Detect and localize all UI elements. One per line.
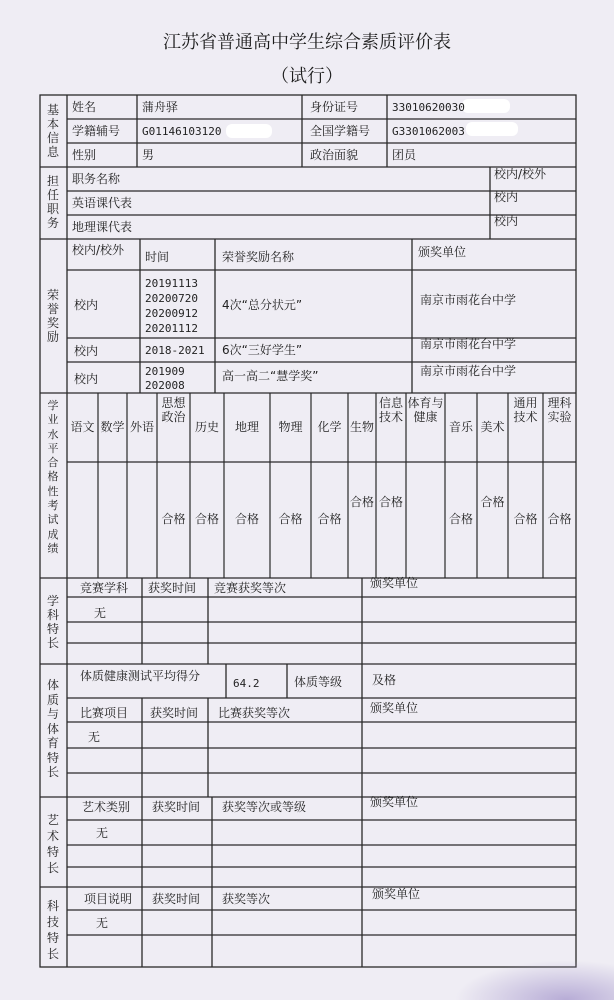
honor-row-time: 20191113 bbox=[145, 277, 198, 290]
section-academic-label: 学科特长 bbox=[46, 594, 59, 650]
tech-header-rank: 获奖等次 bbox=[222, 892, 271, 906]
exam-result-cell: 合格 bbox=[349, 495, 374, 509]
id-value: 33010620030 bbox=[392, 101, 465, 114]
honor-row-name: 6次“三好学生” bbox=[222, 343, 303, 357]
gender-label: 性别 bbox=[72, 148, 97, 162]
section-basic-label: 基本信息 bbox=[46, 103, 59, 159]
academic-header-unit: 颁奖单位 bbox=[370, 576, 419, 590]
redaction-mark bbox=[466, 122, 518, 136]
physical-header-time: 获奖时间 bbox=[150, 706, 199, 720]
honor-row-scope: 校内 bbox=[74, 344, 99, 358]
section-duty-label: 担任职务 bbox=[46, 174, 59, 230]
exam-result-cell: 合格 bbox=[161, 512, 186, 526]
gender-value: 男 bbox=[142, 148, 155, 162]
exam-result-cell: 合格 bbox=[194, 512, 219, 526]
exam-result-cell: 合格 bbox=[547, 512, 572, 526]
physical-header-unit: 颁奖单位 bbox=[370, 701, 419, 715]
exam-result-cell: 合格 bbox=[513, 512, 538, 526]
form-title: 江苏省普通高中学生综合素质评价表 bbox=[163, 32, 451, 53]
exam-subject-header: 外语 bbox=[129, 420, 154, 434]
exam-result-cell: 合格 bbox=[317, 512, 342, 526]
physical-header-item: 比赛项目 bbox=[80, 706, 129, 720]
art-header-unit: 颁奖单位 bbox=[370, 795, 419, 809]
physical-level-label: 体质等级 bbox=[294, 675, 343, 689]
form-subtitle: （试行） bbox=[271, 66, 343, 87]
art-header-category: 艺术类别 bbox=[82, 800, 131, 814]
honor-row-time: 2018-2021 bbox=[145, 344, 205, 357]
honor-row-time: 201909 bbox=[145, 365, 185, 378]
exam-subject-header: 理科实验 bbox=[547, 396, 572, 424]
exam-subject-header: 音乐 bbox=[448, 420, 473, 434]
reg-label: 学籍辅号 bbox=[72, 124, 121, 138]
physical-level-value: 及格 bbox=[372, 673, 397, 687]
tech-header-desc: 项目说明 bbox=[84, 892, 133, 906]
tech-value: 无 bbox=[96, 916, 109, 930]
duty-row-name: 英语课代表 bbox=[72, 196, 133, 210]
honor-header-time: 时间 bbox=[145, 250, 170, 264]
physical-score-value: 64.2 bbox=[233, 677, 260, 690]
honor-row-unit: 南京市雨花台中学 bbox=[420, 337, 517, 351]
honor-row-scope: 校内 bbox=[74, 372, 99, 386]
honor-row-time: 20200912 bbox=[145, 307, 198, 320]
section-art-label: 艺术特长 bbox=[46, 813, 59, 875]
exam-result-cell: 合格 bbox=[480, 495, 505, 509]
art-value: 无 bbox=[96, 826, 109, 840]
honor-row-scope: 校内 bbox=[74, 298, 99, 312]
paper-shadow bbox=[454, 960, 614, 1000]
reg-value: G01146103120 bbox=[142, 125, 222, 138]
exam-result-cell: 合格 bbox=[278, 512, 303, 526]
id-label: 身份证号 bbox=[310, 100, 359, 114]
name-value: 蒲舟驿 bbox=[142, 100, 179, 114]
honor-row-unit: 南京市雨花台中学 bbox=[420, 364, 517, 378]
duty-header-scope: 校内/校外 bbox=[494, 167, 547, 181]
physical-value: 无 bbox=[88, 730, 101, 744]
exam-subject-header: 美术 bbox=[480, 420, 505, 434]
art-header-time: 获奖时间 bbox=[152, 800, 201, 814]
exam-subject-header: 物理 bbox=[278, 420, 303, 434]
duty-row-name: 地理课代表 bbox=[72, 220, 133, 234]
honor-row-time: 202008 bbox=[145, 379, 185, 392]
exam-subject-header: 地理 bbox=[234, 420, 259, 434]
honor-header-unit: 颁奖单位 bbox=[418, 245, 467, 259]
exam-subject-header: 生物 bbox=[349, 420, 374, 434]
tech-header-time: 获奖时间 bbox=[152, 892, 201, 906]
exam-subject-header: 信息技术 bbox=[378, 396, 403, 424]
honor-header-name: 荣誉奖励名称 bbox=[222, 250, 295, 264]
exam-subject-header: 化学 bbox=[317, 420, 342, 434]
exam-subject-header: 历史 bbox=[194, 420, 219, 434]
honor-row-time: 20201112 bbox=[145, 322, 198, 335]
physical-header-rank: 比赛获奖等次 bbox=[218, 706, 291, 720]
name-label: 姓名 bbox=[72, 100, 97, 114]
exam-subject-header: 语文 bbox=[70, 420, 95, 434]
academic-value: 无 bbox=[94, 606, 107, 620]
section-tech-label: 科技特长 bbox=[46, 899, 59, 961]
exam-result-cell: 合格 bbox=[234, 512, 259, 526]
honor-row-time: 20200720 bbox=[145, 292, 198, 305]
academic-header-subject: 竞赛学科 bbox=[80, 581, 129, 595]
honor-row-unit: 南京市雨花台中学 bbox=[420, 293, 517, 307]
national-value: G3301062003 bbox=[392, 125, 465, 138]
academic-header-time: 获奖时间 bbox=[148, 581, 197, 595]
honor-row-name: 高一高二“慧学奖” bbox=[222, 369, 319, 383]
redaction-mark bbox=[226, 124, 272, 138]
exam-subject-header: 数学 bbox=[100, 420, 125, 434]
political-label: 政治面貌 bbox=[310, 148, 359, 162]
physical-score-label: 体质健康测试平均得分 bbox=[80, 669, 201, 683]
art-header-rank: 获奖等次或等级 bbox=[222, 800, 307, 814]
duty-row-scope: 校内 bbox=[494, 190, 519, 204]
section-honor-label: 荣誉奖励 bbox=[46, 288, 59, 344]
honor-row-name: 4次“总分状元” bbox=[222, 298, 303, 312]
exam-subject-header: 思想政治 bbox=[161, 396, 186, 424]
academic-header-rank: 竞赛获奖等次 bbox=[214, 581, 287, 595]
redaction-mark bbox=[462, 99, 510, 113]
duty-header-name: 职务名称 bbox=[72, 172, 121, 186]
section-physical-label: 体质与体育特长 bbox=[46, 678, 59, 779]
exam-subject-header: 体育与健康 bbox=[407, 396, 444, 424]
honor-header-scope: 校内/校外 bbox=[72, 243, 125, 257]
exam-result-cell: 合格 bbox=[378, 495, 403, 509]
tech-header-unit: 颁奖单位 bbox=[372, 887, 421, 901]
exam-subject-header: 通用技术 bbox=[513, 396, 538, 424]
political-value: 团员 bbox=[392, 148, 417, 162]
national-label: 全国学籍号 bbox=[310, 124, 371, 138]
section-exam-label: 学业水平合格性考试成绩 bbox=[47, 399, 59, 555]
exam-result-cell: 合格 bbox=[448, 512, 473, 526]
duty-row-scope: 校内 bbox=[494, 214, 519, 228]
